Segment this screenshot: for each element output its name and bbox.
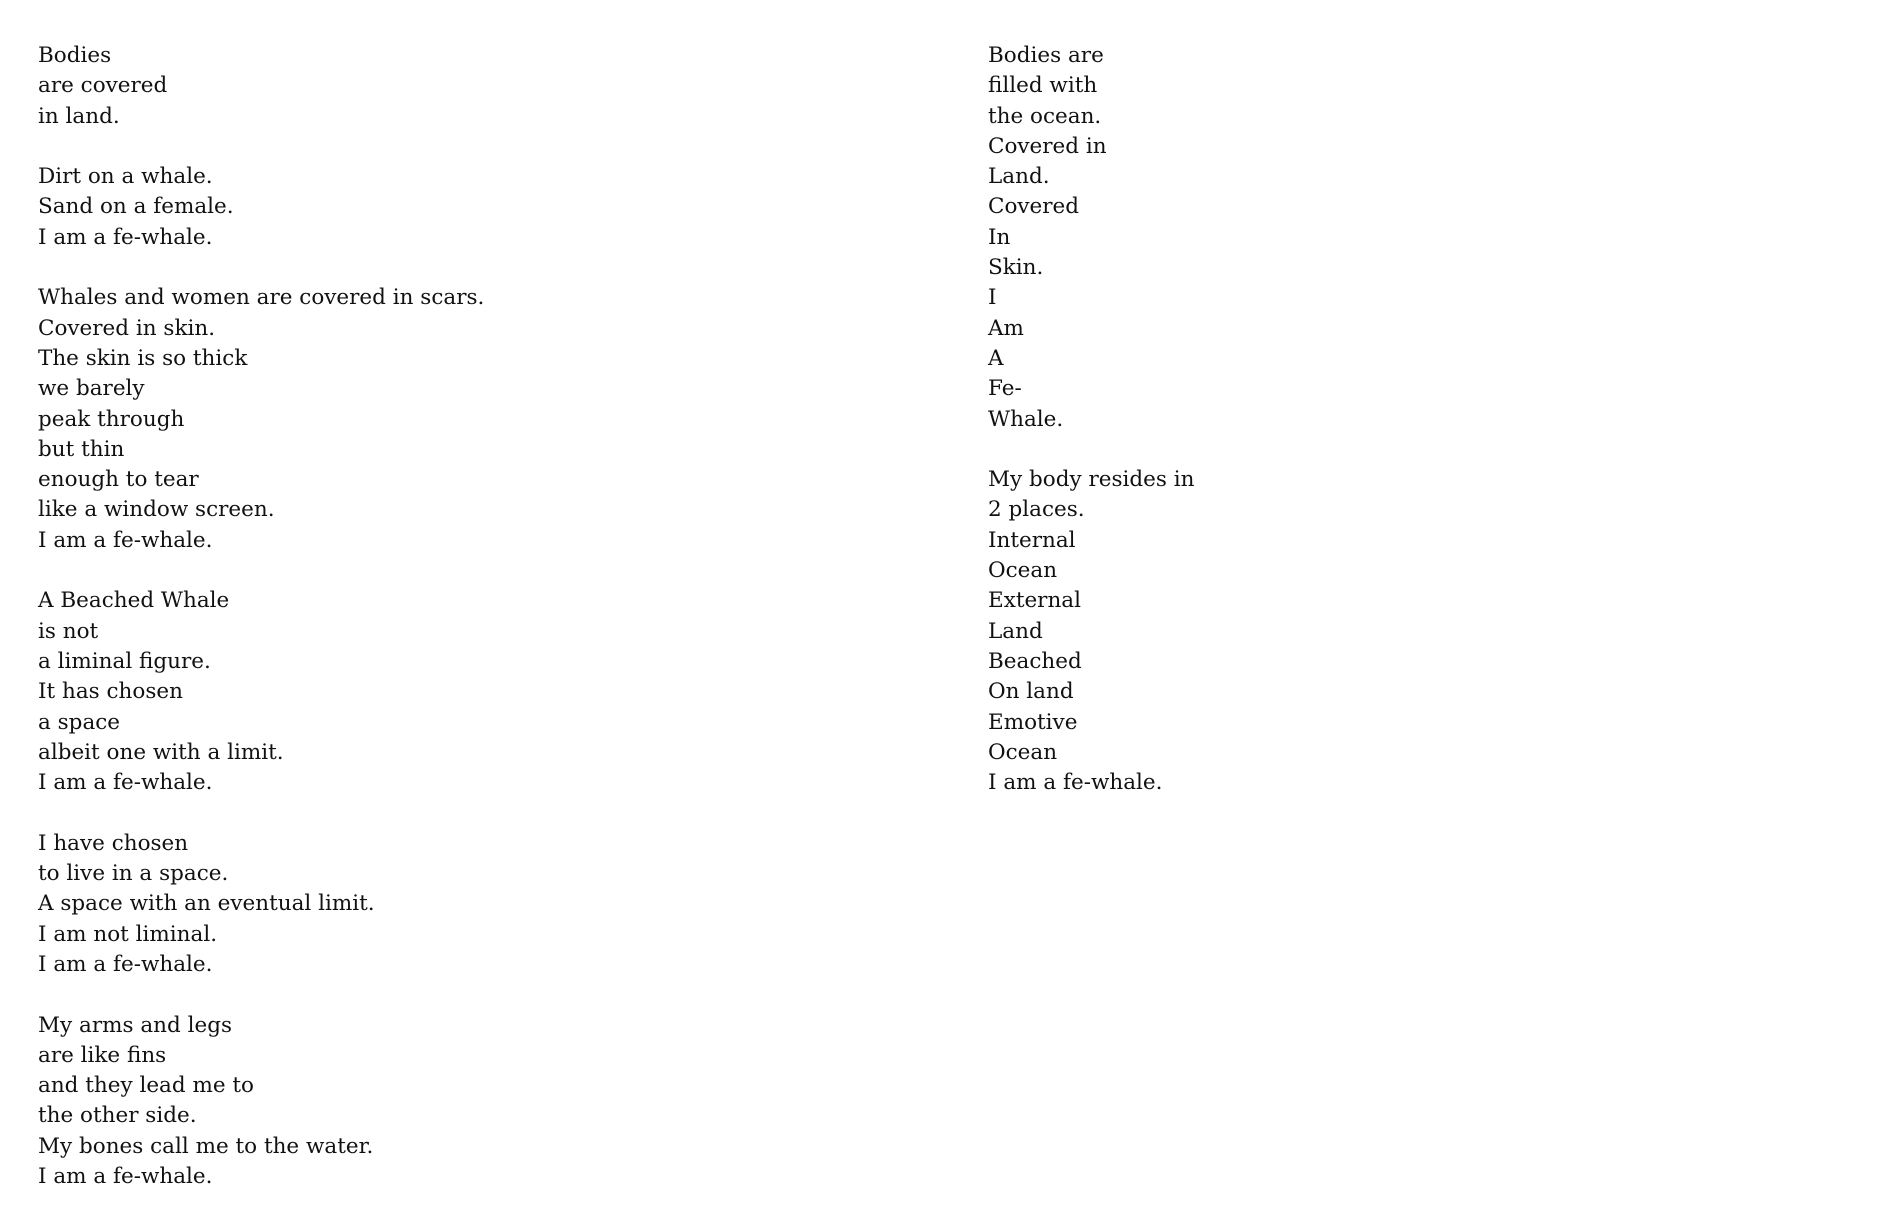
poem-line: My arms and legs xyxy=(38,1012,233,1038)
stanza-2 xyxy=(38,162,918,253)
poem-line: is not xyxy=(38,618,99,644)
poem-line: I have chosen xyxy=(38,830,189,856)
poem-line: External xyxy=(988,588,1082,614)
stanza-8 xyxy=(988,465,1868,798)
poem-line: I am a fe-whale. xyxy=(38,527,213,553)
poem-line: I am a fe-whale. xyxy=(38,224,213,250)
poem-line: Whales and women are covered in scars. xyxy=(38,285,485,311)
stanza-6 xyxy=(38,1011,918,1193)
poem-line: I am a fe-whale. xyxy=(38,1163,213,1189)
poem-line: A Beached Whale xyxy=(38,588,230,614)
poem-line: Covered xyxy=(988,194,1080,220)
poem-line: Skin. xyxy=(988,255,1044,281)
poem-line: and they lead me to xyxy=(38,1073,254,1099)
poem-line: Bodies are xyxy=(988,43,1104,68)
poem-line: In xyxy=(988,224,1011,250)
poem-line: enough to tear xyxy=(38,467,199,493)
poem-line: filled with xyxy=(988,73,1098,99)
poem-line: Ocean xyxy=(988,558,1058,584)
poem-line: in land. xyxy=(38,103,120,129)
poem-line: On land xyxy=(988,679,1074,705)
poem-line: Land xyxy=(988,618,1043,644)
poem-line: 2 places. xyxy=(988,497,1085,523)
poem-line: A space with an eventual limit. xyxy=(38,891,375,917)
poem-line: I am a fe-whale. xyxy=(38,951,213,977)
poem-line: Fe- xyxy=(988,376,1022,402)
stanza-1 xyxy=(38,41,918,132)
poem-line: albeit one with a limit. xyxy=(38,739,284,765)
stanza-3 xyxy=(38,283,918,556)
poem-line: Ocean xyxy=(988,739,1058,765)
poem-line: Internal xyxy=(988,527,1076,553)
poem-line: we barely xyxy=(38,376,145,402)
poem-line: are covered xyxy=(38,73,168,99)
stanza-7 xyxy=(988,41,1868,435)
poem-line: I am a fe-whale. xyxy=(38,770,213,796)
poem-line: Dirt on a whale. xyxy=(38,164,213,190)
poem-line: My bones call me to the water. xyxy=(38,1133,374,1159)
poem-line: My body resides in xyxy=(988,467,1195,493)
poem-line: a liminal figure. xyxy=(38,648,211,674)
poem-line: Land. xyxy=(988,164,1050,190)
poem-line: Covered in skin. xyxy=(38,315,216,341)
poem-line: It has chosen xyxy=(38,679,183,705)
poem-line: the other side. xyxy=(38,1103,197,1129)
poem-line: Sand on a female. xyxy=(38,194,234,220)
poem-right-column xyxy=(988,41,1868,829)
poem-line: but thin xyxy=(38,436,125,462)
poem-line: are like fins xyxy=(38,1042,167,1068)
poem-line: Am xyxy=(988,315,1024,341)
stanza-5 xyxy=(38,829,918,980)
poem-line: A xyxy=(988,345,1004,371)
poem-line: Whale. xyxy=(988,406,1064,432)
poem-line: the ocean. xyxy=(988,103,1102,129)
poem-line: I xyxy=(988,285,997,311)
stanza-4 xyxy=(38,586,918,798)
poem-left-column xyxy=(38,41,918,1223)
poem-line: Beached xyxy=(988,648,1082,674)
poem-line: I am not liminal. xyxy=(38,921,218,947)
poem-line: Emotive xyxy=(988,709,1078,735)
poem-line: a space xyxy=(38,709,121,735)
poem-line: like a window screen. xyxy=(38,497,275,523)
poem-line: Bodies xyxy=(38,43,112,68)
poem-line: I am a fe-whale. xyxy=(988,770,1163,796)
poem-line: Covered in xyxy=(988,133,1107,159)
poem-line: The skin is so thick xyxy=(38,345,248,371)
poem-line: to live in a space. xyxy=(38,861,229,887)
poem-line: peak through xyxy=(38,406,185,432)
